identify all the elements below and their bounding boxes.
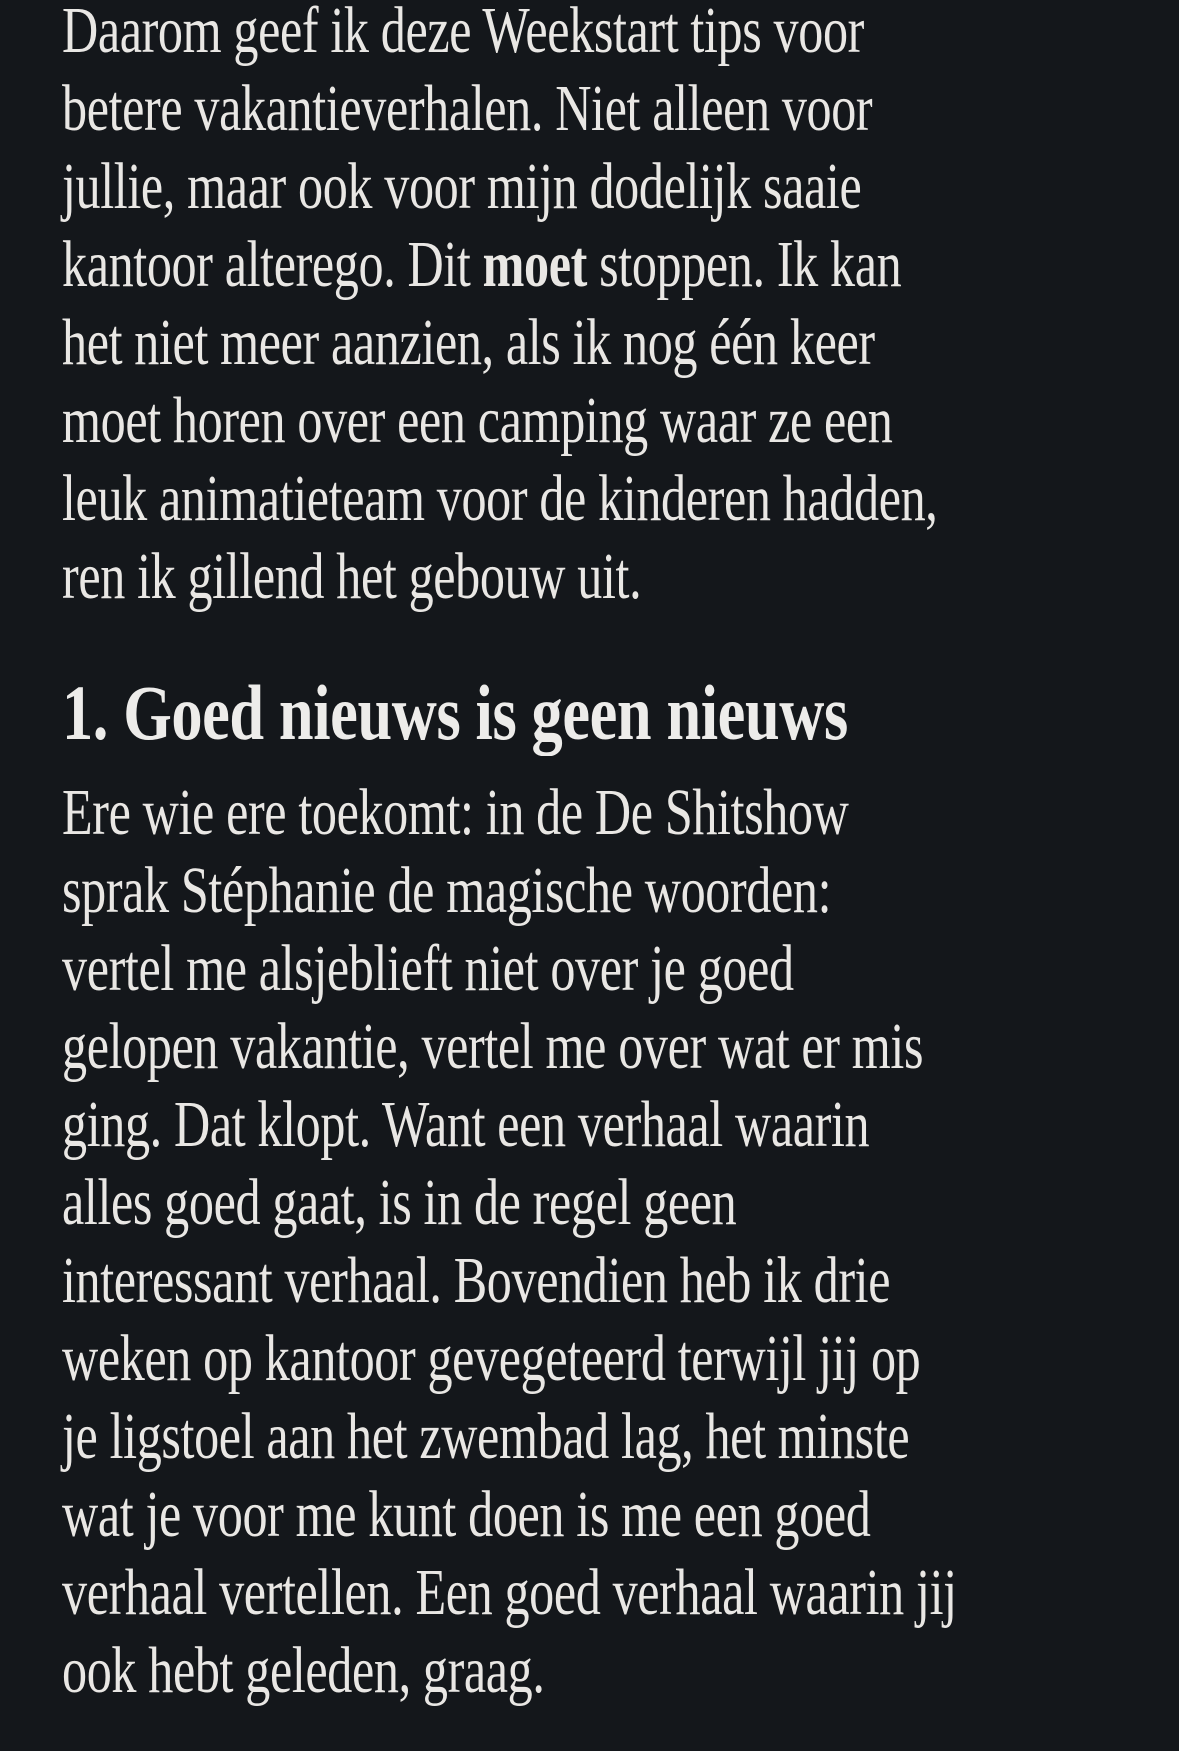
text-line: moet horen over een camping waar ze een bbox=[62, 384, 893, 457]
text-line: ging. Dat klopt. Want een verhaal waarin bbox=[62, 1088, 870, 1161]
text-line: Daarom geef ik deze Weekstart tips voor bbox=[62, 0, 864, 67]
text-line: weken op kantoor gevegeteerd terwijl jij op bbox=[62, 1322, 921, 1395]
section-paragraph bbox=[62, 774, 1179, 1710]
text-line: jullie, maar ook voor mijn dodelijk saaie bbox=[62, 150, 862, 223]
text-line: ook hebt geleden, graag. bbox=[62, 1634, 545, 1707]
text-line: leuk animatieteam voor de kinderen hadden, bbox=[62, 462, 938, 535]
text-line bbox=[62, 226, 911, 304]
text-line: het niet meer aanzien, als ik nog één keer bbox=[62, 306, 875, 379]
text-segment: stoppen. Ik kan bbox=[586, 228, 902, 301]
bold-emphasis-text: moet bbox=[482, 228, 587, 301]
text-line: Ere wie ere toekomt: in de De Shitshow bbox=[62, 776, 849, 849]
text-line: ren ik gillend het gebouw uit. bbox=[62, 540, 642, 613]
text-line: alles goed gaat, is in de regel geen bbox=[62, 1166, 737, 1239]
text-line: verhaal vertellen. Een goed verhaal waarin jij bbox=[62, 1556, 957, 1629]
text-line: vertel me alsjeblieft niet over je goed bbox=[62, 932, 794, 1005]
intro-paragraph bbox=[62, 0, 1179, 616]
text-line: je ligstoel aan het zwembad lag, het minste bbox=[62, 1400, 910, 1473]
text-line: gelopen vakantie, vertel me over wat er mis bbox=[62, 1010, 924, 1083]
text-line: interessant verhaal. Bovendien heb ik drie bbox=[62, 1244, 891, 1317]
text-line: sprak Stéphanie de magische woorden: bbox=[62, 854, 832, 927]
text-segment: kantoor alterego. Dit bbox=[62, 228, 483, 301]
text-line: betere vakantieverhalen. Niet alleen voor bbox=[62, 72, 873, 145]
text-line: wat je voor me kunt doen is me een goed bbox=[62, 1478, 871, 1551]
section-heading: 1. Goed nieuws is geen nieuws bbox=[62, 669, 848, 756]
